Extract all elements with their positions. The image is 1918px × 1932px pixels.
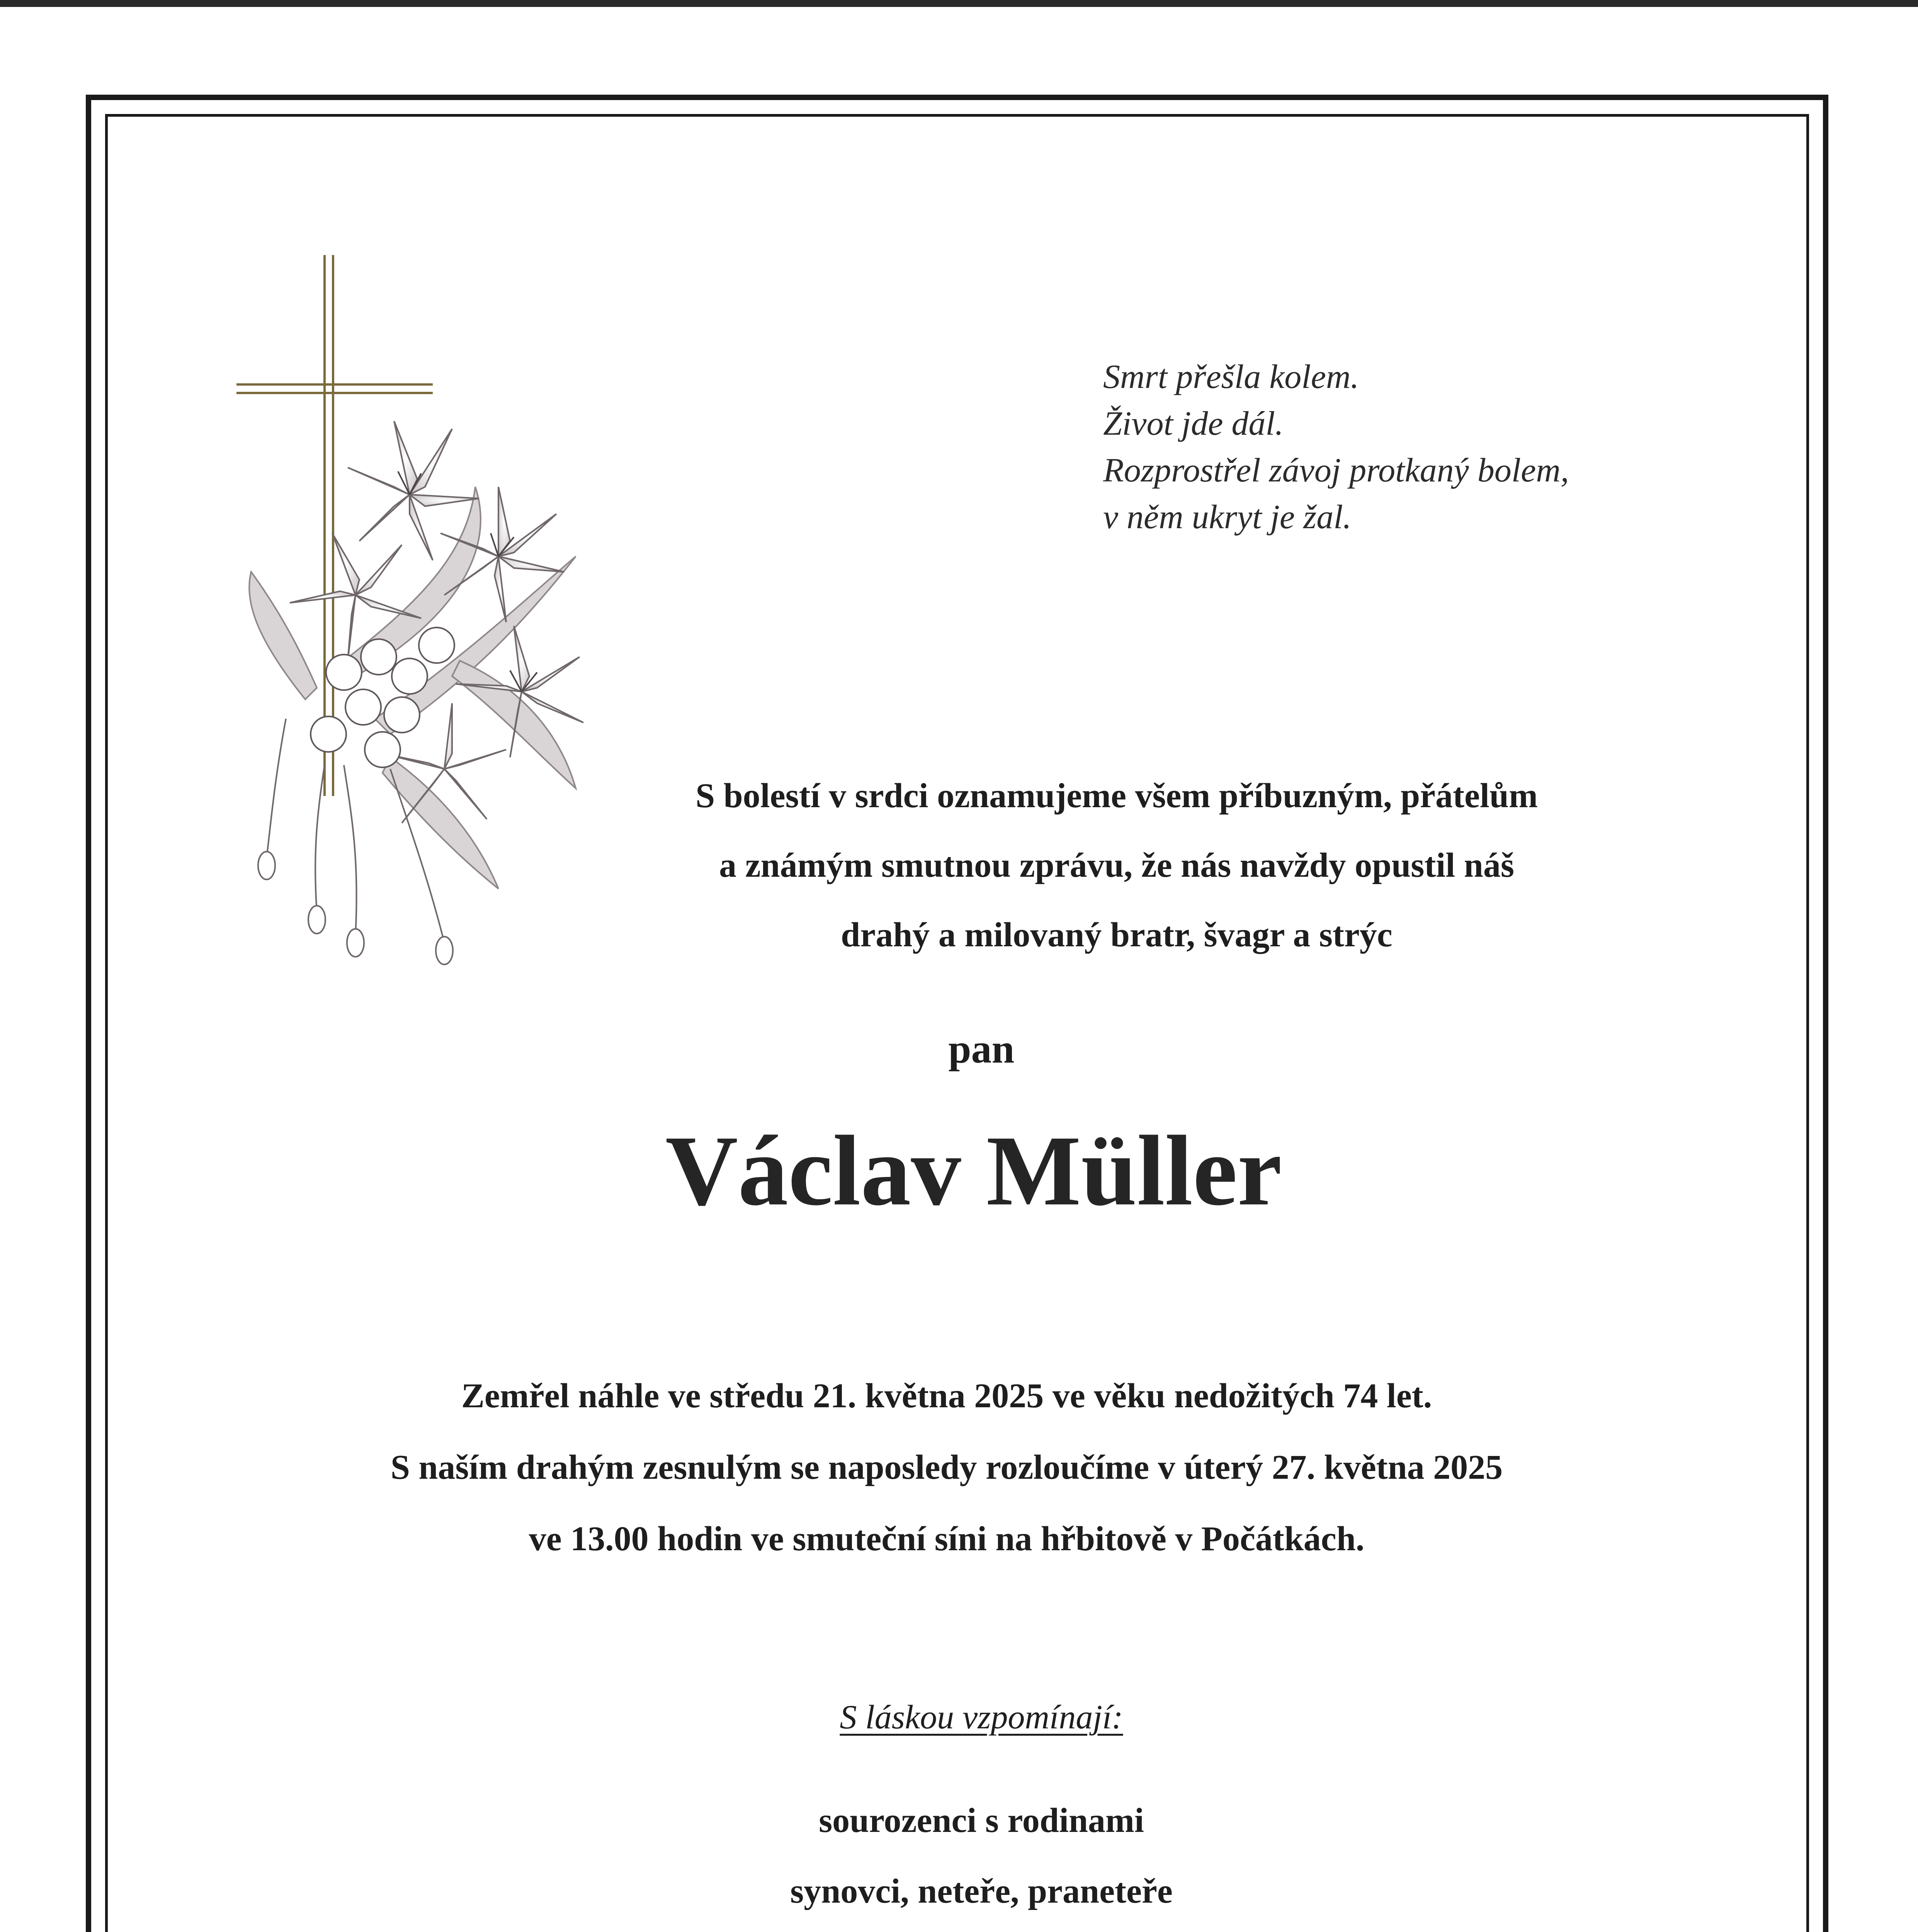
relatives-item	[595, 1927, 1368, 1932]
announcement-line: a známým smutnou zprávu, že nás navždy opustil náš	[719, 846, 1514, 884]
death-notice	[232, 1360, 1661, 1575]
poem	[1103, 354, 1683, 541]
death-notice-line: ve 13.00 hodin ve smuteční síni na hřbitově v Počátkách.	[529, 1520, 1365, 1558]
announcement-text	[595, 761, 1638, 970]
cross-with-lilies-icon	[228, 255, 653, 989]
relatives-list	[595, 1785, 1368, 1932]
poem-line: v něm ukryt je žal.	[1103, 498, 1352, 536]
announcement-line: S bolestí v srdci oznamujeme všem příbuzným, přátelům	[695, 777, 1538, 815]
announcement-line: drahý a milovaný bratr, švagr a strýc	[841, 916, 1393, 954]
death-notice-line: Zemřel náhle ve středu 21. května 2025 ve věku nedožitých 74 let.	[461, 1377, 1432, 1415]
death-notice-line: S naším drahým zesnulým se naposledy rozloučíme v úterý 27. května 2025	[390, 1448, 1503, 1486]
deceased-title: pan	[948, 1026, 1015, 1071]
buds-icon	[267, 719, 444, 943]
poem-line: Život jde dál.	[1103, 405, 1284, 442]
remembrance-heading	[595, 1696, 1368, 1739]
poem-line: Rozprostřel závoj protkaný bolem,	[1103, 452, 1569, 489]
top-edge-rule	[0, 0, 1918, 7]
relatives-item: sourozenci s rodinami	[819, 1801, 1144, 1840]
remembrance-heading-text: S láskou vzpomínají:	[840, 1699, 1123, 1736]
relatives-item: synovci, neteře, praneteře	[790, 1872, 1173, 1910]
poem-line: Smrt přešla kolem.	[1103, 358, 1359, 396]
deceased-name: Václav Müller	[665, 1115, 1282, 1226]
